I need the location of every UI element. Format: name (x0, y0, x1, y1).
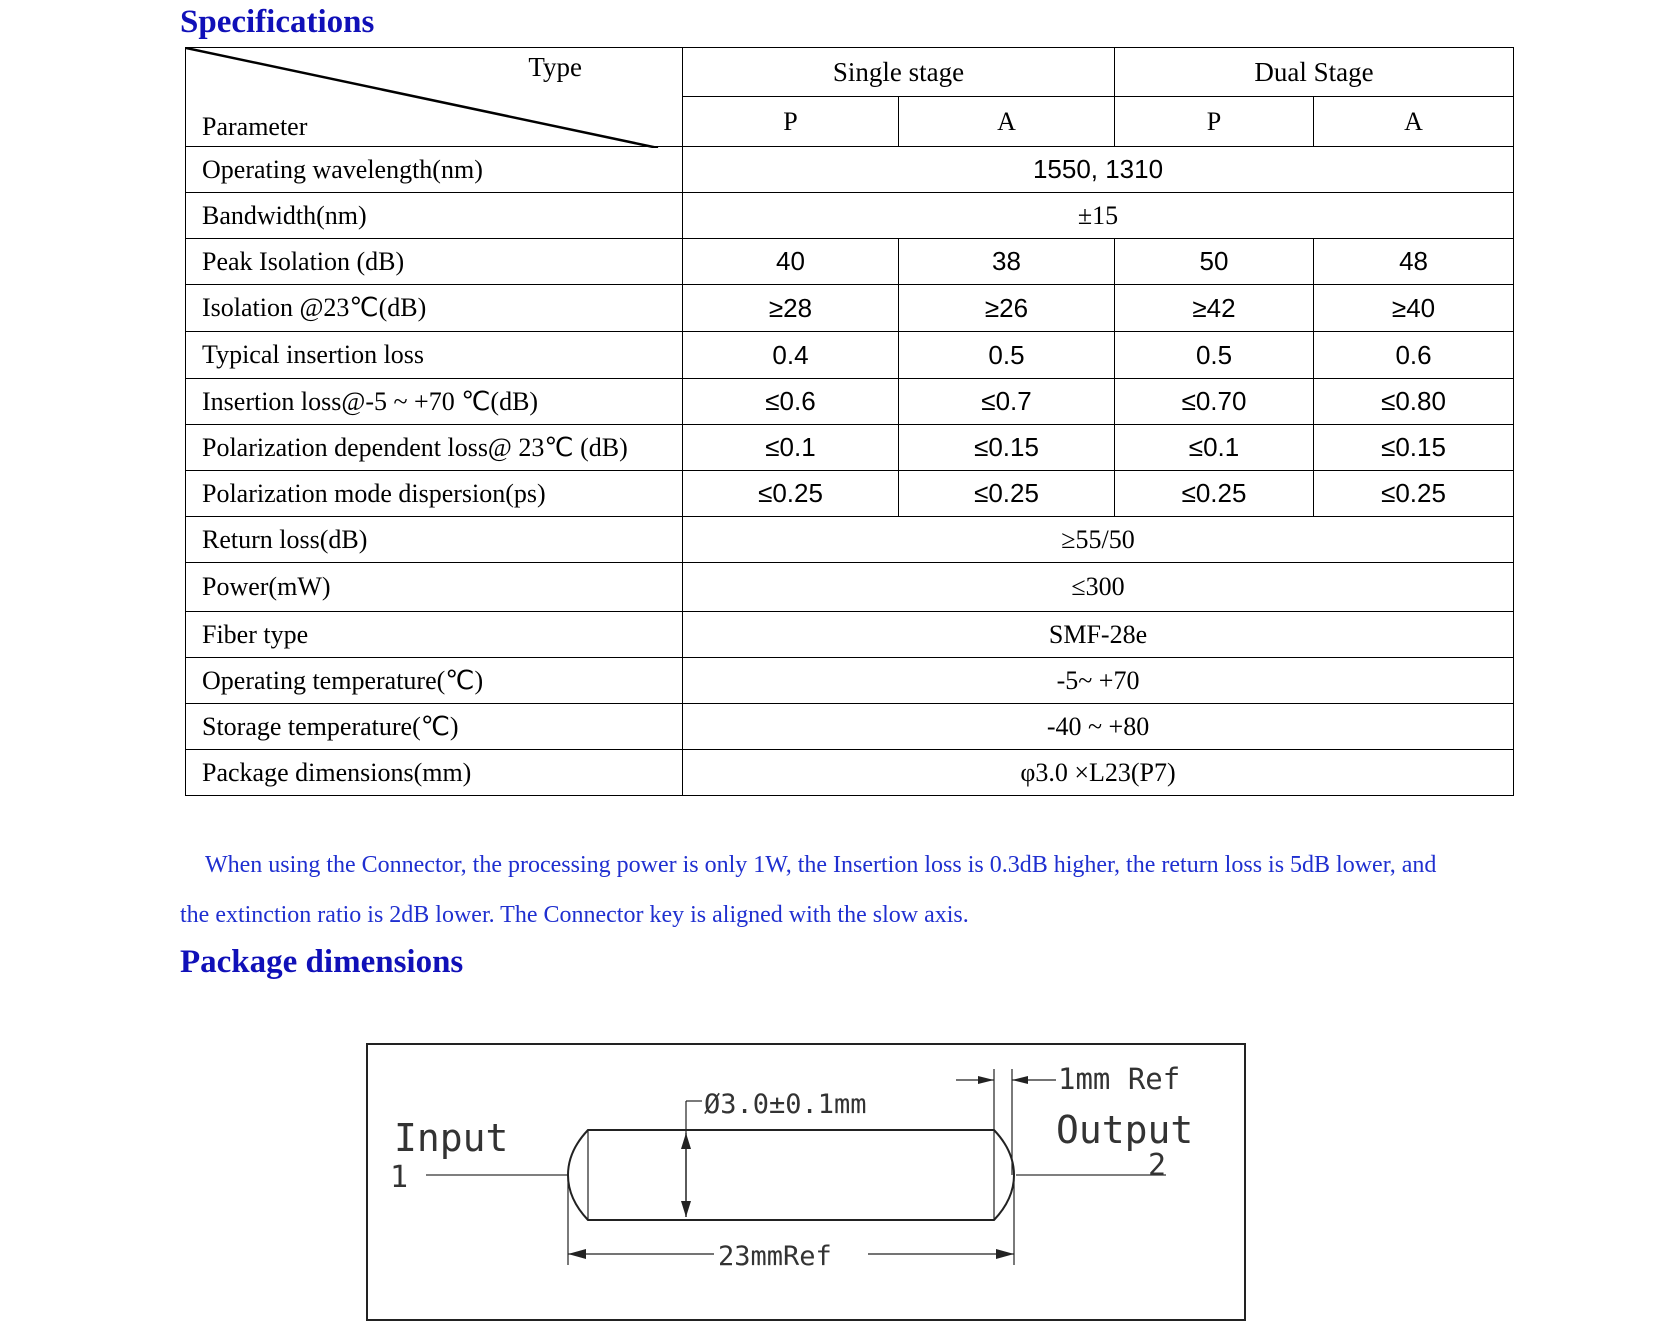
parameter-cell: Storage temperature(℃) (186, 704, 683, 750)
type-parameter-header-cell (186, 48, 683, 147)
table-row (186, 193, 1514, 239)
value-cell: 50 (1115, 239, 1314, 285)
subcolumn-header: P (683, 97, 899, 147)
value-cell: 0.4 (683, 332, 899, 379)
specifications-heading: Specifications (180, 4, 375, 40)
value-cell: ≥40 (1314, 285, 1514, 332)
input-port-number: 1 (390, 1160, 409, 1195)
table-row (186, 239, 1514, 285)
value-cell-merged: SMF-28e (683, 612, 1514, 658)
parameter-cell: Bandwidth(nm) (186, 193, 683, 239)
input-label: Input (394, 1116, 509, 1160)
subcolumn-header: A (899, 97, 1115, 147)
value-cell: 38 (899, 239, 1115, 285)
value-cell: ≤0.7 (899, 379, 1115, 425)
table-row (186, 750, 1514, 796)
value-cell: ≤0.70 (1115, 379, 1314, 425)
package-dimension-drawing (366, 1043, 1246, 1323)
output-port-number: 2 (1148, 1148, 1167, 1183)
value-cell-merged: ≤300 (683, 563, 1514, 612)
table-row (186, 379, 1514, 425)
value-cell: ≤0.80 (1314, 379, 1514, 425)
value-cell-merged: -40 ~ +80 (683, 704, 1514, 750)
value-cell: 0.6 (1314, 332, 1514, 379)
value-cell: ≤0.25 (1115, 471, 1314, 517)
group-header-single-stage: Single stage (683, 48, 1115, 97)
ref-label: 1mm Ref (1058, 1062, 1181, 1096)
group-header-dual-stage: Dual Stage (1115, 48, 1514, 97)
parameter-cell: Operating wavelength(nm) (186, 147, 683, 193)
value-cell: 48 (1314, 239, 1514, 285)
value-cell: ≥28 (683, 285, 899, 332)
parameter-cell: Polarization dependent loss@ 23℃ (dB) (186, 425, 683, 471)
table-row (186, 285, 1514, 332)
table-row (186, 612, 1514, 658)
parameter-cell: Isolation @23℃(dB) (186, 285, 683, 332)
type-label: Type (528, 52, 582, 82)
table-row (186, 147, 1514, 193)
parameter-cell: Return loss(dB) (186, 517, 683, 563)
diameter-label: Ø3.0±0.1mm (704, 1089, 867, 1120)
value-cell: ≤0.6 (683, 379, 899, 425)
value-cell: 0.5 (1115, 332, 1314, 379)
value-cell: ≥42 (1115, 285, 1314, 332)
parameter-cell: Operating temperature(℃) (186, 658, 683, 704)
length-label: 23mmRef (718, 1241, 832, 1272)
package-dimensions-heading: Package dimensions (180, 944, 464, 980)
table-row (186, 658, 1514, 704)
value-cell: ≤0.1 (1115, 425, 1314, 471)
subcolumn-header: P (1115, 97, 1314, 147)
parameter-cell: Power(mW) (186, 563, 683, 612)
connector-note-line-1: When using the Connector, the processing power is only 1W, the Insertion loss is 0.3dB higher, the return loss is 5dB lower, and (205, 852, 1437, 878)
value-cell: ≤0.15 (1314, 425, 1514, 471)
value-cell-merged: -5~ +70 (683, 658, 1514, 704)
table-row (186, 471, 1514, 517)
value-cell: ≥26 (899, 285, 1115, 332)
value-cell: ≤0.15 (899, 425, 1115, 471)
value-cell: 0.5 (899, 332, 1115, 379)
value-cell: ≤0.25 (683, 471, 899, 517)
value-cell: 40 (683, 239, 899, 285)
parameter-cell: Insertion loss@-5 ~ +70 ℃(dB) (186, 379, 683, 425)
table-row (186, 704, 1514, 750)
connector-note-line-2: the extinction ratio is 2dB lower. The Connector key is aligned with the slow axis. (180, 902, 969, 928)
output-label: Output (1056, 1108, 1194, 1152)
value-cell: ≤0.25 (1314, 471, 1514, 517)
table-row (186, 563, 1514, 612)
value-cell-merged: 1550, 1310 (683, 147, 1514, 193)
value-cell: ≤0.25 (899, 471, 1115, 517)
parameter-cell: Polarization mode dispersion(ps) (186, 471, 683, 517)
parameter-cell: Peak Isolation (dB) (186, 239, 683, 285)
package-body (568, 1130, 1014, 1220)
table-row (186, 425, 1514, 471)
table-row (186, 517, 1514, 563)
parameter-cell: Fiber type (186, 612, 683, 658)
value-cell-merged: ≥55/50 (683, 517, 1514, 563)
parameter-cell: Typical insertion loss (186, 332, 683, 379)
header-row-groups (186, 48, 1514, 97)
specifications-table (185, 47, 1514, 796)
value-cell: ≤0.1 (683, 425, 899, 471)
value-cell-merged: ±15 (683, 193, 1514, 239)
parameter-label: Parameter (202, 112, 308, 141)
subcolumn-header: A (1314, 97, 1514, 147)
table-row (186, 332, 1514, 379)
value-cell-merged: φ3.0 ×L23(P7) (683, 750, 1514, 796)
parameter-cell: Package dimensions(mm) (186, 750, 683, 796)
